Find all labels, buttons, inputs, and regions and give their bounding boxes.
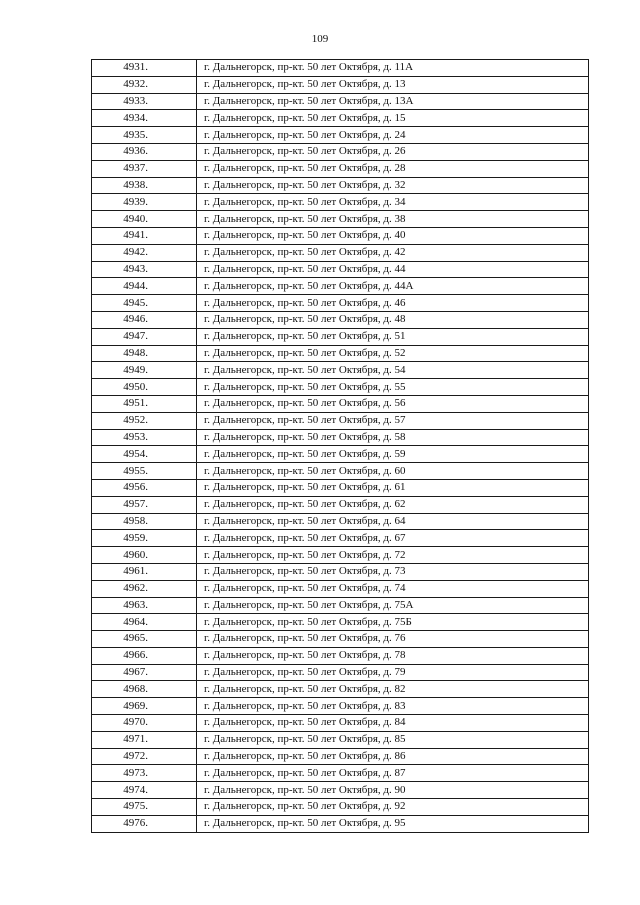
row-number-cell: 4959.: [92, 530, 197, 547]
table-row: [92, 379, 589, 396]
table-row: [92, 647, 589, 664]
address-cell: г. Дальнегорск, пр-кт. 50 лет Октября, д. 51: [197, 328, 589, 345]
table-row: [92, 563, 589, 580]
table-row: [92, 748, 589, 765]
row-number-cell: 4941.: [92, 227, 197, 244]
address-cell: г. Дальнегорск, пр-кт. 50 лет Октября, д. 42: [197, 244, 589, 261]
row-number-cell: 4974.: [92, 782, 197, 799]
row-number-cell: 4976.: [92, 815, 197, 832]
address-cell: г. Дальнегорск, пр-кт. 50 лет Октября, д. 13А: [197, 93, 589, 110]
address-cell: г. Дальнегорск, пр-кт. 50 лет Октября, д. 56: [197, 395, 589, 412]
address-cell: г. Дальнегорск, пр-кт. 50 лет Октября, д. 67: [197, 530, 589, 547]
table-row: [92, 446, 589, 463]
table-row: [92, 614, 589, 631]
row-number-cell: 4954.: [92, 446, 197, 463]
row-number-cell: 4939.: [92, 194, 197, 211]
row-number-cell: 4970.: [92, 715, 197, 732]
row-number-cell: 4961.: [92, 563, 197, 580]
row-number-cell: 4933.: [92, 93, 197, 110]
table-row: [92, 160, 589, 177]
row-number-cell: 4964.: [92, 614, 197, 631]
address-cell: г. Дальнегорск, пр-кт. 50 лет Октября, д. 54: [197, 362, 589, 379]
table-row: [92, 211, 589, 228]
table-row: [92, 765, 589, 782]
address-cell: г. Дальнегорск, пр-кт. 50 лет Октября, д. 79: [197, 664, 589, 681]
row-number-cell: 4947.: [92, 328, 197, 345]
table-row: [92, 799, 589, 816]
address-cell: г. Дальнегорск, пр-кт. 50 лет Октября, д. 24: [197, 127, 589, 144]
table-row: [92, 664, 589, 681]
address-cell: г. Дальнегорск, пр-кт. 50 лет Октября, д. 86: [197, 748, 589, 765]
address-cell: г. Дальнегорск, пр-кт. 50 лет Октября, д. 92: [197, 799, 589, 816]
row-number-cell: 4935.: [92, 127, 197, 144]
row-number-cell: 4957.: [92, 496, 197, 513]
address-table: [91, 59, 589, 833]
table-row: [92, 76, 589, 93]
row-number-cell: 4971.: [92, 731, 197, 748]
table-row: [92, 311, 589, 328]
table-row: [92, 412, 589, 429]
table-row: [92, 60, 589, 77]
table-row: [92, 715, 589, 732]
address-cell: г. Дальнегорск, пр-кт. 50 лет Октября, д. 64: [197, 513, 589, 530]
address-table-body: [92, 60, 589, 833]
row-number-cell: 4973.: [92, 765, 197, 782]
address-cell: г. Дальнегорск, пр-кт. 50 лет Октября, д. 44: [197, 261, 589, 278]
table-row: [92, 547, 589, 564]
table-row: [92, 429, 589, 446]
table-row: [92, 127, 589, 144]
row-number-cell: 4969.: [92, 698, 197, 715]
row-number-cell: 4955.: [92, 463, 197, 480]
address-cell: г. Дальнегорск, пр-кт. 50 лет Октября, д. 28: [197, 160, 589, 177]
table-row: [92, 681, 589, 698]
address-cell: г. Дальнегорск, пр-кт. 50 лет Октября, д. 76: [197, 631, 589, 648]
row-number-cell: 4953.: [92, 429, 197, 446]
address-cell: г. Дальнегорск, пр-кт. 50 лет Октября, д. 40: [197, 227, 589, 244]
table-row: [92, 597, 589, 614]
address-cell: г. Дальнегорск, пр-кт. 50 лет Октября, д. 34: [197, 194, 589, 211]
address-cell: г. Дальнегорск, пр-кт. 50 лет Октября, д. 73: [197, 563, 589, 580]
table-row: [92, 496, 589, 513]
table-row: [92, 93, 589, 110]
row-number-cell: 4943.: [92, 261, 197, 278]
address-cell: г. Дальнегорск, пр-кт. 50 лет Октября, д. 75А: [197, 597, 589, 614]
row-number-cell: 4938.: [92, 177, 197, 194]
table-row: [92, 295, 589, 312]
table-row: [92, 110, 589, 127]
row-number-cell: 4932.: [92, 76, 197, 93]
row-number-cell: 4966.: [92, 647, 197, 664]
table-row: [92, 731, 589, 748]
row-number-cell: 4952.: [92, 412, 197, 429]
table-row: [92, 815, 589, 832]
address-cell: г. Дальнегорск, пр-кт. 50 лет Октября, д. 60: [197, 463, 589, 480]
address-cell: г. Дальнегорск, пр-кт. 50 лет Октября, д. 13: [197, 76, 589, 93]
row-number-cell: 4937.: [92, 160, 197, 177]
row-number-cell: 4956.: [92, 479, 197, 496]
row-number-cell: 4958.: [92, 513, 197, 530]
address-cell: г. Дальнегорск, пр-кт. 50 лет Октября, д. 46: [197, 295, 589, 312]
address-cell: г. Дальнегорск, пр-кт. 50 лет Октября, д. 55: [197, 379, 589, 396]
row-number-cell: 4950.: [92, 379, 197, 396]
address-cell: г. Дальнегорск, пр-кт. 50 лет Октября, д. 62: [197, 496, 589, 513]
address-cell: г. Дальнегорск, пр-кт. 50 лет Октября, д. 57: [197, 412, 589, 429]
row-number-cell: 4934.: [92, 110, 197, 127]
address-cell: г. Дальнегорск, пр-кт. 50 лет Октября, д. 74: [197, 580, 589, 597]
row-number-cell: 4940.: [92, 211, 197, 228]
address-cell: г. Дальнегорск, пр-кт. 50 лет Октября, д. 58: [197, 429, 589, 446]
row-number-cell: 4936.: [92, 143, 197, 160]
row-number-cell: 4951.: [92, 395, 197, 412]
row-number-cell: 4972.: [92, 748, 197, 765]
table-row: [92, 261, 589, 278]
table-row: [92, 362, 589, 379]
table-row: [92, 194, 589, 211]
row-number-cell: 4975.: [92, 799, 197, 816]
table-row: [92, 631, 589, 648]
address-cell: г. Дальнегорск, пр-кт. 50 лет Октября, д. 44А: [197, 278, 589, 295]
row-number-cell: 4942.: [92, 244, 197, 261]
address-cell: г. Дальнегорск, пр-кт. 50 лет Октября, д. 32: [197, 177, 589, 194]
page-number: 109: [311, 33, 329, 45]
table-row: [92, 513, 589, 530]
row-number-cell: 4948.: [92, 345, 197, 362]
table-row: [92, 143, 589, 160]
table-row: [92, 227, 589, 244]
address-cell: г. Дальнегорск, пр-кт. 50 лет Октября, д. 26: [197, 143, 589, 160]
address-cell: г. Дальнегорск, пр-кт. 50 лет Октября, д. 38: [197, 211, 589, 228]
table-row: [92, 580, 589, 597]
row-number-cell: 4946.: [92, 311, 197, 328]
row-number-cell: 4962.: [92, 580, 197, 597]
table-row: [92, 782, 589, 799]
row-number-cell: 4944.: [92, 278, 197, 295]
table-row: [92, 177, 589, 194]
table-row: [92, 698, 589, 715]
address-cell: г. Дальнегорск, пр-кт. 50 лет Октября, д. 84: [197, 715, 589, 732]
row-number-cell: 4965.: [92, 631, 197, 648]
address-cell: г. Дальнегорск, пр-кт. 50 лет Октября, д. 95: [197, 815, 589, 832]
table-row: [92, 395, 589, 412]
address-cell: г. Дальнегорск, пр-кт. 50 лет Октября, д. 48: [197, 311, 589, 328]
address-cell: г. Дальнегорск, пр-кт. 50 лет Октября, д. 78: [197, 647, 589, 664]
address-cell: г. Дальнегорск, пр-кт. 50 лет Октября, д. 61: [197, 479, 589, 496]
row-number-cell: 4949.: [92, 362, 197, 379]
address-cell: г. Дальнегорск, пр-кт. 50 лет Октября, д. 59: [197, 446, 589, 463]
table-row: [92, 278, 589, 295]
row-number-cell: 4931.: [92, 60, 197, 77]
address-cell: г. Дальнегорск, пр-кт. 50 лет Октября, д. 82: [197, 681, 589, 698]
row-number-cell: 4945.: [92, 295, 197, 312]
table-row: [92, 530, 589, 547]
address-cell: г. Дальнегорск, пр-кт. 50 лет Октября, д. 15: [197, 110, 589, 127]
address-cell: г. Дальнегорск, пр-кт. 50 лет Октября, д. 83: [197, 698, 589, 715]
address-cell: г. Дальнегорск, пр-кт. 50 лет Октября, д. 72: [197, 547, 589, 564]
table-row: [92, 328, 589, 345]
row-number-cell: 4963.: [92, 597, 197, 614]
table-row: [92, 479, 589, 496]
table-row: [92, 244, 589, 261]
address-cell: г. Дальнегорск, пр-кт. 50 лет Октября, д. 75Б: [197, 614, 589, 631]
address-cell: г. Дальнегорск, пр-кт. 50 лет Октября, д. 11А: [197, 60, 589, 77]
table-row: [92, 463, 589, 480]
row-number-cell: 4967.: [92, 664, 197, 681]
row-number-cell: 4960.: [92, 547, 197, 564]
address-cell: г. Дальнегорск, пр-кт. 50 лет Октября, д. 87: [197, 765, 589, 782]
address-cell: г. Дальнегорск, пр-кт. 50 лет Октября, д. 85: [197, 731, 589, 748]
address-cell: г. Дальнегорск, пр-кт. 50 лет Октября, д. 90: [197, 782, 589, 799]
row-number-cell: 4968.: [92, 681, 197, 698]
table-row: [92, 345, 589, 362]
address-cell: г. Дальнегорск, пр-кт. 50 лет Октября, д. 52: [197, 345, 589, 362]
